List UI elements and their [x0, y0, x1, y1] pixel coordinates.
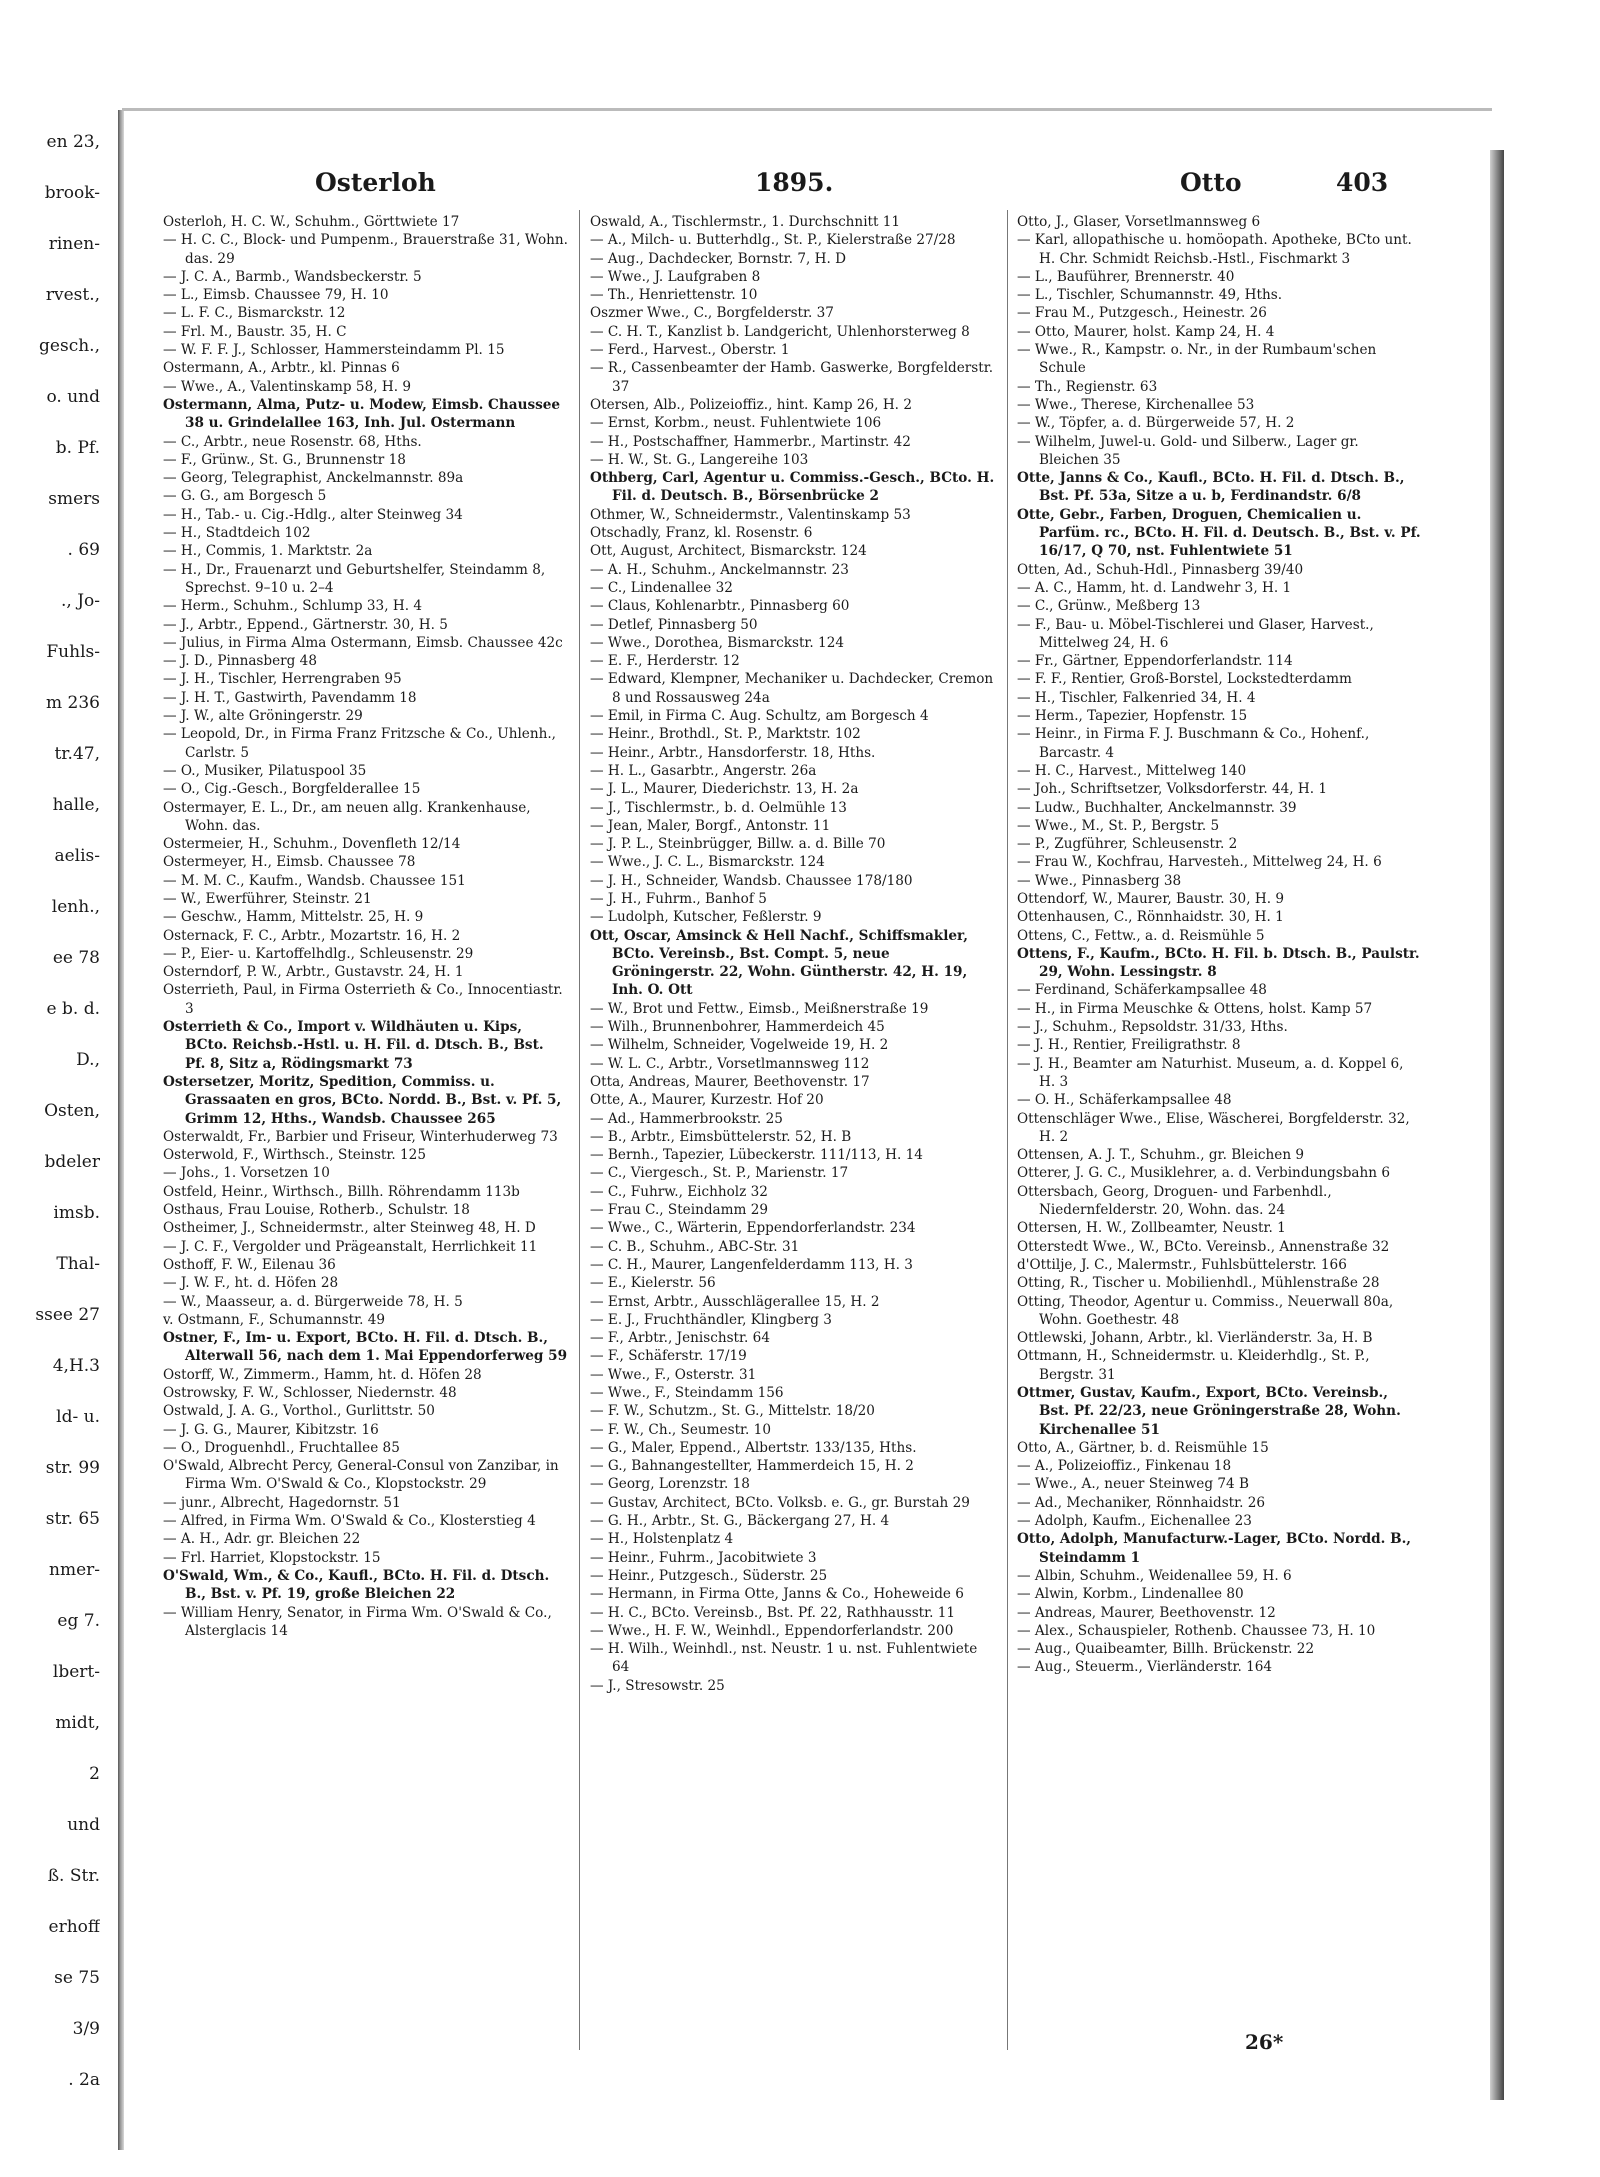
directory-entry: Ottmann, H., Schneidermstr. u. Kleiderhdlg., St. P., Bergstr. 31 [1017, 1348, 1370, 1383]
column-divider [579, 210, 580, 2050]
directory-entry: — Otto, Maurer, holst. Kamp 24, H. 4 [1017, 323, 1275, 340]
adjacent-page-fragment: str. 65 [45, 1509, 100, 1529]
directory-entry: — A. H., Adr. gr. Bleichen 22 [163, 1531, 361, 1548]
directory-entry: — Frau W., Kochfrau, Harvesteh., Mittelweg 24, H. 6 [1017, 854, 1382, 871]
directory-entry: — Edward, Klempner, Mechaniker u. Dachdecker, Cremon 8 und Rossausweg 24a [590, 671, 994, 706]
directory-entry: — Aug., Quaibeamter, Billh. Brückenstr. 22 [1017, 1641, 1315, 1658]
adjacent-page-fragment: str. 99 [45, 1458, 100, 1478]
directory-entry: — J. H. T., Gastwirth, Pavendamm 18 [163, 689, 417, 706]
directory-entry: — F., Bau- u. Möbel-Tischlerei und Glaser, Harvest., Mittelweg 24, H. 6 [1017, 616, 1374, 651]
directory-entry: — R., Cassenbeamter der Hamb. Gaswerke, Borgfelderstr. 37 [590, 360, 994, 395]
directory-entry: — Herm., Schuhm., Schlump 33, H. 4 [163, 598, 422, 615]
directory-entry: Ostfeld, Heinr., Wirthsch., Billh. Röhrendamm 113b [163, 1183, 520, 1200]
adjacent-page-fragment: ld- u. [56, 1407, 100, 1427]
directory-entry: Ott, August, Architect, Bismarckstr. 124 [590, 543, 867, 560]
directory-entry: — W., Töpfer, a. d. Bürgerweide 57, H. 2 [1017, 415, 1295, 432]
directory-entry: — G. H., Arbtr., St. G., Bäckergang 27, H. 4 [590, 1513, 890, 1530]
header-right-keyword: Otto [1180, 168, 1242, 197]
directory-entry: — W., Maasseur, a. d. Bürgerweide 78, H. 5 [163, 1293, 463, 1310]
directory-entry: Ostermann, Alma, Putz- u. Modew, Eimsb. Chaussee 38 u. Grindelallee 163, Inh. Jul. Ostermann [163, 396, 561, 432]
directory-entry: — F. W., Schutzm., St. G., Mittelstr. 18/20 [590, 1403, 875, 1420]
directory-entry: — W. F. F. J., Schlosser, Hammersteindamm Pl. 15 [163, 342, 505, 359]
directory-entry: — Frau C., Steindamm 29 [590, 1202, 769, 1219]
directory-entry: — Alwin, Korbm., Lindenallee 80 [1017, 1586, 1244, 1603]
directory-entry: — Bernh., Tapezier, Lübeckerstr. 111/113, H. 14 [590, 1147, 923, 1164]
directory-entry: Ostorff, W., Zimmerm., Hamm, ht. d. Höfen 28 [163, 1366, 482, 1383]
directory-entry: — H. Wilh., Weinhdl., nst. Neustr. 1 u. nst. Fuhlentwiete 64 [590, 1641, 978, 1676]
adjacent-page-fragment: tr.47, [54, 744, 100, 764]
directory-entry: — H. C., Harvest., Mittelweg 140 [1017, 762, 1247, 779]
directory-entry: — Fr., Gärtner, Eppendorferlandstr. 114 [1017, 653, 1293, 670]
directory-entry: Osterrieth & Co., Import v. Wildhäuten u. Kips, BCto. Reichsb.-Hstl. u. H. Fil. d. Dtsch. B., Bst. Pf. 8, Sitz a, Rödingsmarkt 73 [163, 1019, 544, 1072]
directory-entry: — O., Cig.-Gesch., Borgfelderallee 15 [163, 781, 421, 798]
directory-entry: — Ernst, Arbtr., Ausschlägerallee 15, H. 2 [590, 1293, 880, 1310]
directory-entry: — Gustav, Architect, BCto. Volksb. e. G., gr. Burstah 29 [590, 1494, 970, 1511]
directory-entry: — J., Schuhm., Repsoldstr. 31/33, Hths. [1017, 1019, 1288, 1036]
directory-entry: Osterloh, H. C. W., Schuhm., Görttwiete 17 [163, 214, 460, 230]
directory-entry: — Johs., 1. Vorsetzen 10 [163, 1165, 330, 1182]
directory-entry: — J. W. F., ht. d. Höfen 28 [163, 1275, 339, 1292]
directory-entry: — O., Musiker, Pilatuspool 35 [163, 762, 367, 779]
directory-entry: — P., Zugführer, Schleusenstr. 2 [1017, 836, 1238, 853]
page-number: 403 [1336, 168, 1389, 197]
directory-entry: — Wwe., J. C. L., Bismarckstr. 124 [590, 854, 825, 871]
directory-entry: — Heinr., Putzgesch., Süderstr. 25 [590, 1567, 828, 1584]
directory-entry: — H. C., BCto. Vereinsb., Bst. Pf. 22, Rathhausstr. 11 [590, 1604, 956, 1621]
directory-entry: — junr., Albrecht, Hagedornstr. 51 [163, 1494, 401, 1511]
directory-entry: — Adolph, Kaufm., Eichenallee 23 [1017, 1513, 1252, 1530]
directory-entry: — H., Dr., Frauenarzt und Geburtshelfer, Steindamm 8, Sprechst. 9–10 u. 2–4 [163, 561, 546, 596]
directory-entry: — Ludolph, Kutscher, Feßlerstr. 9 [590, 909, 822, 926]
directory-entry: Ottmer, Gustav, Kaufm., Export, BCto. Vereinsb., Bst. Pf. 22/23, neue Gröningerstraße 28, Wohn. Kirchenallee 51 [1017, 1385, 1401, 1438]
directory-entry: — H., Tischler, Falkenried 34, H. 4 [1017, 689, 1256, 706]
adjacent-page-fragment: gesch., [39, 336, 100, 356]
directory-entry: — J. W., alte Gröningerstr. 29 [163, 708, 363, 725]
directory-entry: — F. F., Rentier, Groß-Borstel, Lockstedterdamm [1017, 671, 1352, 688]
directory-entry: — H. L., Gasarbtr., Angerstr. 26a [590, 762, 817, 779]
directory-entry: — H., in Firma Meuschke & Ottens, holst. Kamp 57 [1017, 1000, 1373, 1017]
directory-entry: Otten, Ad., Schuh-Hdl., Pinnasberg 39/40 [1017, 561, 1304, 578]
directory-entry: O'Swald, Wm., & Co., Kaufl., BCto. H. Fil. d. Dtsch. B., Bst. v. Pf. 19, große Bleichen 22 [163, 1567, 550, 1603]
directory-entry: Otterstedt Wwe., W., BCto. Vereinsb., Annenstraße 32 [1017, 1238, 1390, 1255]
directory-entry: — Wilhelm, Schneider, Vogelweide 19, H. 2 [590, 1037, 889, 1054]
directory-column-3 [1017, 213, 1422, 1677]
directory-entry: — Wwe., Dorothea, Bismarckstr. 124 [590, 634, 844, 651]
directory-entry: — Wwe., A., Valentinskamp 58, H. 9 [163, 378, 412, 395]
directory-entry: Ottenhausen, C., Rönnhaidstr. 30, H. 1 [1017, 909, 1284, 926]
directory-entry: — Ferdinand, Schäferkampsallee 48 [1017, 982, 1267, 999]
adjacent-page-fragment: . 69 [67, 540, 100, 560]
directory-entry: — C., Grünw., Meßberg 13 [1017, 598, 1201, 615]
directory-entry: — Georg, Telegraphist, Anckelmannstr. 89a [163, 470, 464, 487]
directory-entry: — J. L., Maurer, Diederichstr. 13, H. 2a [590, 781, 859, 798]
directory-entry: — Th., Regienstr. 63 [1017, 378, 1158, 395]
directory-entry: — F. W., Ch., Seumestr. 10 [590, 1421, 771, 1438]
directory-entry: — F., Arbtr., Jenischstr. 64 [590, 1330, 770, 1347]
book-gutter [118, 110, 124, 2150]
directory-entry: Osthaus, Frau Louise, Rotherb., Schulstr. 18 [163, 1202, 470, 1219]
directory-entry: — Wwe., M., St. P., Bergstr. 5 [1017, 817, 1220, 834]
directory-entry: — Karl, allopathische u. homöopath. Apotheke, BCto unt. H. Chr. Schmidt Reichsb.-Hstl., Fischmarkt 3 [1017, 232, 1412, 267]
directory-entry: Otte, A., Maurer, Kurzestr. Hof 20 [590, 1092, 824, 1109]
directory-entry: — A., Milch- u. Butterhdlg., St. P., Kielerstraße 27/28 [590, 232, 956, 249]
directory-entry: Osterwold, F., Wirthsch., Steinstr. 125 [163, 1147, 426, 1164]
directory-entry: — M. M. C., Kaufm., Wandsb. Chaussee 151 [163, 872, 466, 889]
directory-entry: — Wwe., A., neuer Steinweg 74 B [1017, 1476, 1249, 1493]
directory-entry: — L. F. C., Bismarckstr. 12 [163, 305, 346, 322]
directory-entry: Otersen, Alb., Polizeioffiz., hint. Kamp 26, H. 2 [590, 396, 912, 413]
directory-entry: — Georg, Lorenzstr. 18 [590, 1476, 750, 1493]
directory-entry: Ottenschläger Wwe., Elise, Wäscherei, Borgfelderstr. 32, H. 2 [1017, 1110, 1410, 1145]
directory-entry: — F., Schäferstr. 17/19 [590, 1348, 747, 1365]
directory-entry: Otting, Theodor, Agentur u. Commiss., Neuerwall 80a, Wohn. Goethestr. 48 [1017, 1293, 1394, 1328]
directory-entry: — J. G. G., Maurer, Kibitzstr. 16 [163, 1421, 379, 1438]
adjacent-page-fragment: ß. Str. [47, 1866, 100, 1886]
directory-entry: Osternack, F. C., Arbtr., Mozartstr. 16, H. 2 [163, 927, 461, 944]
directory-entry: Otterer, J. G. C., Musiklehrer, a. d. Verbindungsbahn 6 [1017, 1165, 1390, 1182]
directory-entry: Ottersen, H. W., Zollbeamter, Neustr. 1 [1017, 1220, 1286, 1237]
adjacent-page-fragment: e b. d. [46, 999, 100, 1019]
directory-entry: Ostwald, J. A. G., Vorthol., Gurlittstr. 50 [163, 1403, 435, 1420]
directory-entry: — Heinr., Fuhrm., Jacobitwiete 3 [590, 1549, 817, 1566]
page-right-edge [1490, 150, 1504, 2100]
directory-entry: — Frau M., Putzgesch., Heinestr. 26 [1017, 305, 1267, 322]
adjacent-page-fragment: halle, [52, 795, 100, 815]
adjacent-page-fragment: Fuhls- [46, 642, 100, 662]
directory-entry: — J. H., Rentier, Freiligrathstr. 8 [1017, 1037, 1241, 1054]
directory-entry: Osthoff, F. W., Eilenau 36 [163, 1256, 336, 1273]
directory-entry: — O., Droguenhdl., Fruchtallee 85 [163, 1439, 400, 1456]
directory-entry: Ottendorf, W., Maurer, Baustr. 30, H. 9 [1017, 890, 1284, 907]
directory-entry: Ottens, C., Fettw., a. d. Reismühle 5 [1017, 927, 1265, 944]
directory-entry: — Ferd., Harvest., Oberstr. 1 [590, 342, 790, 359]
directory-entry: — H., Stadtdeich 102 [163, 525, 311, 542]
directory-entry: Ostermann, A., Arbtr., kl. Pinnas 6 [163, 360, 400, 377]
directory-entry: — J. P. L., Steinbrügger, Billw. a. d. Bille 70 [590, 836, 886, 853]
directory-entry: — Geschw., Hamm, Mittelstr. 25, H. 9 [163, 909, 424, 926]
directory-entry: — H. W., St. G., Langereihe 103 [590, 451, 809, 468]
directory-entry: Ostheimer, J., Schneidermstr., alter Steinweg 48, H. D [163, 1220, 536, 1237]
directory-entry: — E. J., Fruchthändler, Klingberg 3 [590, 1311, 832, 1328]
adjacent-page-fragment: lbert- [52, 1662, 100, 1682]
adjacent-page-fragment: und [67, 1815, 100, 1835]
directory-entry: — C., Viergesch., St. P., Marienstr. 17 [590, 1165, 849, 1182]
adjacent-page-fragment: rinen- [48, 234, 100, 254]
directory-entry: — A., Polizeioffiz., Finkenau 18 [1017, 1458, 1232, 1475]
directory-entry: — C., Arbtr., neue Rosenstr. 68, Hths. [163, 433, 422, 450]
directory-entry: — Aug., Dachdecker, Bornstr. 7, H. D [590, 250, 847, 267]
directory-entry: Ottersbach, Georg, Droguen- und Farbenhdl., Niedernfelderstr. 20, Wohn. das. 24 [1017, 1183, 1332, 1219]
adjacent-page-fragment: en 23, [46, 132, 100, 152]
directory-entry: — Ad., Hammerbrookstr. 25 [590, 1110, 783, 1127]
directory-entry: — G., Maler, Eppend., Albertstr. 133/135, Hths. [590, 1439, 917, 1456]
directory-entry: — Ernst, Korbm., neust. Fuhlentwiete 106 [590, 415, 882, 432]
adjacent-page-fragment: nmer- [49, 1560, 100, 1580]
directory-entry: Ostermayer, E. L., Dr., am neuen allg. Krankenhause, Wohn. das. [163, 799, 531, 834]
directory-entry: — H., Holstenplatz 4 [590, 1531, 734, 1548]
directory-entry: — Wwe., R., Kampstr. o. Nr., in der Rumbaum'schen Schule [1017, 342, 1377, 377]
directory-entry: — G., Bahnangestellter, Hammerdeich 15, H. 2 [590, 1458, 914, 1475]
directory-column-2 [590, 213, 995, 1695]
directory-entry: — A. C., Hamm, ht. d. Landwehr 3, H. 1 [1017, 579, 1292, 596]
directory-entry: — Emil, in Firma C. Aug. Schultz, am Borgesch 4 [590, 708, 929, 725]
directory-entry: Otting, R., Tischer u. Mobilienhdl., Mühlenstraße 28 [1017, 1275, 1380, 1292]
directory-entry: Otto, Adolph, Manufacturw.-Lager, BCto. Nordd. B., Steindamm 1 [1017, 1531, 1412, 1566]
directory-entry: Ostermeyer, H., Eimsb. Chaussee 78 [163, 854, 416, 871]
page-top-edge [122, 108, 1492, 111]
directory-entry: — Frl. Harriet, Klopstockstr. 15 [163, 1549, 381, 1566]
adjacent-page-edge [0, 112, 100, 2142]
directory-entry: — Alex., Schauspieler, Rothenb. Chaussee 73, H. 10 [1017, 1622, 1376, 1639]
directory-entry: Ottensen, A. J. T., Schuhm., gr. Bleichen 9 [1017, 1147, 1305, 1164]
adjacent-page-fragment: aelis- [54, 846, 100, 866]
directory-entry: Osterndorf, P. W., Arbtr., Gustavstr. 24, H. 1 [163, 964, 464, 981]
directory-entry: — C. H. T., Kanzlist b. Landgericht, Uhlenhorsterweg 8 [590, 323, 970, 340]
directory-entry: — Leopold, Dr., in Firma Franz Fritzsche & Co., Uhlenh., Carlstr. 5 [163, 726, 557, 761]
directory-entry: — Wwe., Therese, Kirchenallee 53 [1017, 396, 1255, 413]
directory-entry: — Hermann, in Firma Otte, Janns & Co., Hoheweide 6 [590, 1586, 964, 1603]
page-header [150, 168, 1400, 208]
directory-entry: Ostrowsky, F. W., Schlosser, Niedernstr. 48 [163, 1385, 457, 1401]
directory-entry: Oszmer Wwe., C., Borgfelderstr. 37 [590, 305, 834, 322]
directory-entry: Otto, A., Gärtner, b. d. Reismühle 15 [1017, 1439, 1269, 1456]
directory-entry: — Heinr., Arbtr., Hansdorferstr. 18, Hths. [590, 744, 876, 761]
directory-entry: v. Ostmann, F., Schumannstr. 49 [163, 1311, 386, 1328]
adjacent-page-fragment: lenh., [51, 897, 100, 917]
directory-entry: — F., Grünw., St. G., Brunnenstr 18 [163, 451, 406, 468]
directory-entry: — P., Eier- u. Kartoffelhdlg., Schleusenstr. 29 [163, 945, 474, 962]
adjacent-page-fragment: imsb. [53, 1203, 100, 1223]
directory-entry: Otte, Janns & Co., Kaufl., BCto. H. Fil. d. Dtsch. B., Bst. Pf. 53a, Sitze a u. b, Ferdinandstr. 6/8 [1017, 470, 1405, 505]
directory-column-1 [163, 213, 568, 1640]
directory-entry: — L., Tischler, Schumannstr. 49, Hths. [1017, 287, 1283, 304]
directory-entry: Osterwaldt, Fr., Barbier und Friseur, Winterhuderweg 73 [163, 1128, 558, 1145]
adjacent-page-fragment: . 2a [68, 2070, 100, 2090]
directory-entry: — E. F., Herderstr. 12 [590, 653, 740, 670]
directory-entry: — Wilhelm, Juwel-u. Gold- und Silberw., Lager gr. Bleichen 35 [1017, 433, 1359, 468]
directory-entry: — Wwe., F., Osterstr. 31 [590, 1366, 757, 1383]
directory-entry: — Wwe., F., Steindamm 156 [590, 1385, 784, 1401]
adjacent-page-fragment: b. Pf. [55, 438, 100, 458]
header-year: 1895. [755, 168, 834, 197]
directory-entry: — Th., Henriettenstr. 10 [590, 287, 758, 304]
directory-entry: — J. H., Fuhrm., Banhof 5 [590, 890, 767, 907]
directory-entry: Ostner, F., Im- u. Export, BCto. H. Fil. d. Dtsch. B., Alterwall 56, nach dem 1. Mai Eppendorferweg 59 [163, 1330, 568, 1365]
directory-entry: — L., Bauführer, Brennerstr. 40 [1017, 268, 1235, 285]
directory-entry: — O. H., Schäferkampsallee 48 [1017, 1092, 1232, 1109]
directory-entry: — H., Tab.- u. Cig.-Hdlg., alter Steinweg 34 [163, 506, 463, 523]
directory-entry: — J. C. F., Vergolder und Prägeanstalt, Herrlichkeit 11 [163, 1238, 538, 1255]
adjacent-page-fragment: Thal- [56, 1254, 100, 1274]
adjacent-page-fragment: 3/9 [72, 2019, 100, 2039]
directory-entry: — Albin, Schuhm., Weidenallee 59, H. 6 [1017, 1567, 1292, 1584]
directory-entry: — W. L. C., Arbtr., Vorsetlmannsweg 112 [590, 1055, 870, 1072]
adjacent-page-fragment: eg 7. [57, 1611, 100, 1631]
directory-entry: — L., Eimsb. Chaussee 79, H. 10 [163, 287, 389, 304]
directory-entry: Othmer, W., Schneidermstr., Valentinskamp 53 [590, 506, 911, 523]
directory-entry: — C. B., Schuhm., ABC-Str. 31 [590, 1238, 800, 1255]
adjacent-page-fragment: 2 [89, 1764, 100, 1784]
directory-entry: — J. D., Pinnasberg 48 [163, 653, 317, 670]
directory-entry: Otschadly, Franz, kl. Rosenstr. 6 [590, 525, 813, 542]
directory-entry: — Heinr., in Firma F. J. Buschmann & Co., Hohenf., Barcastr. 4 [1017, 726, 1370, 761]
directory-entry: — Claus, Kohlenarbtr., Pinnasberg 60 [590, 598, 850, 615]
directory-entry: — Joh., Schriftsetzer, Volksdorferstr. 44, H. 1 [1017, 781, 1328, 798]
directory-entry: — H., Commis, 1. Marktstr. 2a [163, 543, 373, 560]
directory-entry: — Wwe., H. F. W., Weinhdl., Eppendorferlandstr. 200 [590, 1622, 954, 1639]
directory-entry: — J. H., Schneider, Wandsb. Chaussee 178/180 [590, 872, 913, 889]
directory-entry: — Julius, in Firma Alma Ostermann, Eimsb. Chaussee 42c [163, 634, 563, 651]
directory-entry: — H. C. C., Block- und Pumpenm., Brauerstraße 31, Wohn. das. 29 [163, 232, 568, 267]
directory-entry: Ott, Oscar, Amsinck & Hell Nachf., Schiffsmakler, BCto. Vereinsb., Bst. Compt. 5, neue Gröningerstr. 22, Wohn. Güntherstr. 42, H. 19, Inh. O. Ott [590, 927, 968, 999]
adjacent-page-fragment: ee 78 [52, 948, 100, 968]
adjacent-page-fragment: brook- [44, 183, 100, 203]
directory-entry: — Frl. M., Baustr. 35, H. C [163, 323, 347, 340]
header-left-keyword: Osterloh [315, 168, 436, 197]
directory-entry: — J., Arbtr., Eppend., Gärtnerstr. 30, H. 5 [163, 616, 448, 633]
directory-entry: — C., Lindenallee 32 [590, 579, 733, 596]
directory-entry: — William Henry, Senator, in Firma Wm. O'Swald & Co., Alsterglacis 14 [163, 1604, 552, 1639]
directory-entry: Ottlewski, Johann, Arbtr., kl. Vierländerstr. 3a, H. B [1017, 1330, 1373, 1347]
column-divider [1007, 210, 1008, 2050]
directory-entry: — J. H., Tischler, Herrengraben 95 [163, 671, 402, 688]
adjacent-page-fragment: erhoff [48, 1917, 100, 1937]
directory-entry: Otta, Andreas, Maurer, Beethovenstr. 17 [590, 1073, 870, 1090]
directory-entry: — A. H., Schuhm., Anckelmannstr. 23 [590, 561, 849, 578]
directory-entry: — W., Ewerführer, Steinstr. 21 [163, 890, 372, 907]
directory-entry: — Ad., Mechaniker, Rönnhaidstr. 26 [1017, 1494, 1266, 1511]
adjacent-page-fragment: se 75 [54, 1968, 100, 1988]
directory-entry: — J. H., Beamter am Naturhist. Museum, a. d. Koppel 6, H. 3 [1017, 1055, 1404, 1090]
adjacent-page-fragment: bdeler [44, 1152, 100, 1172]
directory-entry: — Wilh., Brunnenbohrer, Hammerdeich 45 [590, 1019, 885, 1036]
directory-entry: — B., Arbtr., Eimsbüttelerstr. 52, H. B [590, 1128, 852, 1145]
directory-entry: — Wwe., J. Laufgraben 8 [590, 268, 761, 285]
directory-entry: — J., Stresowstr. 25 [590, 1677, 725, 1694]
directory-entry: Ostersetzer, Moritz, Spedition, Commiss. u. Grassaaten en gros, BCto. Nordd. B., Bst. v. Pf. 5, Grimm 12, Hths., Wandsb. Chaussee 265 [163, 1073, 562, 1127]
directory-entry: — G. G., am Borgesch 5 [163, 488, 327, 505]
directory-entry: — Jean, Maler, Borgf., Antonstr. 11 [590, 817, 831, 834]
directory-entry: — Wwe., Pinnasberg 38 [1017, 872, 1182, 889]
adjacent-page-fragment: midt, [55, 1713, 100, 1733]
adjacent-page-fragment: ., Jo- [60, 591, 100, 611]
directory-entry: — C. H., Maurer, Langenfelderdamm 113, H. 3 [590, 1256, 913, 1273]
directory-entry: O'Swald, Albrecht Percy, General-Consul von Zanzibar, in Firma Wm. O'Swald & Co., Klopstockstr. 29 [163, 1458, 559, 1493]
directory-entry: — Aug., Steuerm., Vierländerstr. 164 [1017, 1659, 1273, 1676]
directory-entry: — Andreas, Maurer, Beethovenstr. 12 [1017, 1604, 1276, 1621]
directory-entry: — Alfred, in Firma Wm. O'Swald & Co., Klosterstieg 4 [163, 1513, 536, 1530]
directory-entry: — E., Kielerstr. 56 [590, 1275, 716, 1292]
directory-entry: — W., Brot und Fettw., Eimsb., Meißnerstraße 19 [590, 1000, 929, 1017]
directory-entry: d'Ottilje, J. C., Malermstr., Fuhlsbüttelerstr. 166 [1017, 1256, 1347, 1273]
directory-entry: Othberg, Carl, Agentur u. Commiss.-Gesch., BCto. H. Fil. d. Deutsch. B., Börsenbrücke 2 [590, 470, 995, 505]
directory-entry: Oswald, A., Tischlermstr., 1. Durchschnitt 11 [590, 214, 901, 230]
directory-entry: Ottens, F., Kaufm., BCto. H. Fil. b. Dtsch. B., Paulstr. 29, Wohn. Lessingstr. 8 [1017, 945, 1420, 981]
directory-entry: — Heinr., Brothdl., St. P., Marktstr. 102 [590, 726, 861, 743]
directory-entry: Ostermeier, H., Schuhm., Dovenfleth 12/14 [163, 836, 461, 853]
adjacent-page-fragment: 4,H.3 [52, 1356, 100, 1376]
adjacent-page-fragment: m 236 [46, 693, 100, 713]
directory-entry: — Wwe., C., Wärterin, Eppendorferlandstr. 234 [590, 1220, 916, 1237]
adjacent-page-fragment: D., [76, 1050, 100, 1070]
directory-entry: Otto, J., Glaser, Vorsetlmannsweg 6 [1017, 214, 1261, 230]
directory-entry: Otte, Gebr., Farben, Droguen, Chemicalien u. Parfüm. rc., BCto. H. Fil. d. Deutsch. B., Bst. v. Pf. 16/17, Q 70, nst. Fuhlentwiete 51 [1017, 506, 1421, 560]
directory-entry: — Detlef, Pinnasberg 50 [590, 616, 758, 633]
directory-entry: — Herm., Tapezier, Hopfenstr. 15 [1017, 708, 1248, 725]
directory-entry: — Ludw., Buchhalter, Anckelmannstr. 39 [1017, 799, 1297, 816]
directory-entry: — J., Tischlermstr., b. d. Oelmühle 13 [590, 799, 847, 816]
adjacent-page-fragment: smers [48, 489, 100, 509]
adjacent-page-fragment: rvest., [45, 285, 100, 305]
directory-entry: — H., Postschaffner, Hammerbr., Martinstr. 42 [590, 433, 911, 450]
adjacent-page-fragment: ssee 27 [35, 1305, 100, 1325]
directory-entry: — J. C. A., Barmb., Wandsbeckerstr. 5 [163, 268, 422, 285]
directory-entry: Osterrieth, Paul, in Firma Osterrieth & Co., Innocentiastr. 3 [163, 982, 563, 1017]
adjacent-page-fragment: Osten, [44, 1101, 100, 1121]
adjacent-page-fragment: o. und [46, 387, 100, 407]
printer-signature: 26* [1245, 2030, 1284, 2054]
directory-entry: — C., Fuhrw., Eichholz 32 [590, 1183, 768, 1200]
